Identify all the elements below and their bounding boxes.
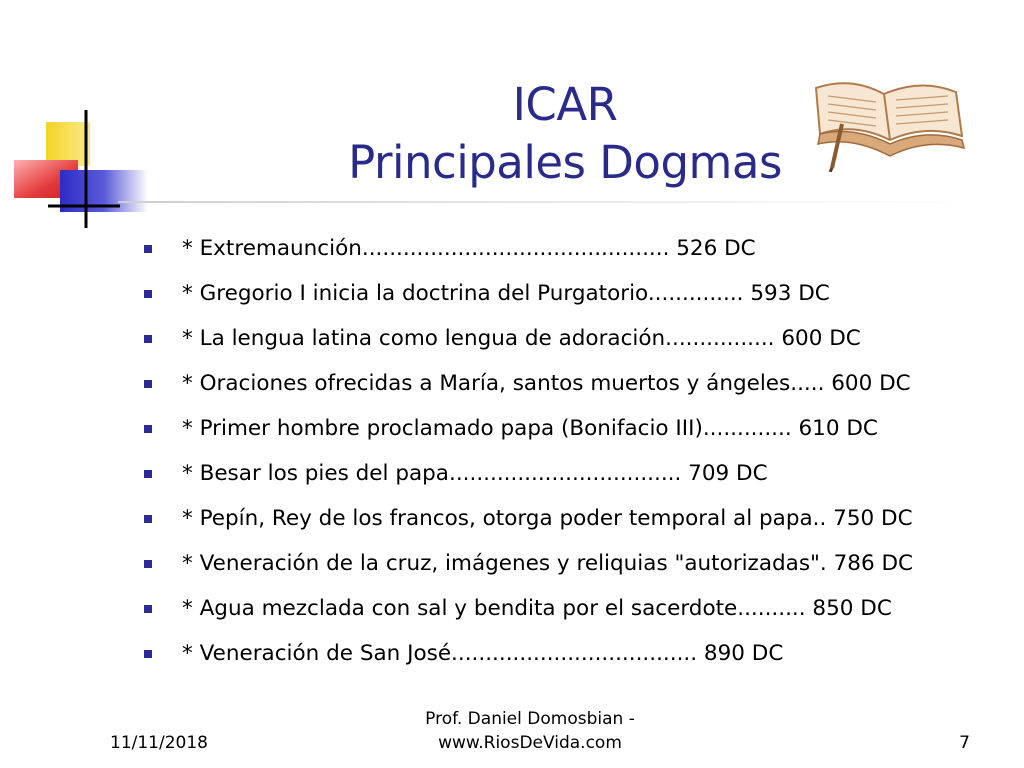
- list-item: [140, 635, 1000, 680]
- bullet-icon: [144, 245, 152, 253]
- list-item-text: * Agua mezclada con sal y bendita por el sacerdote.......... 850 DC: [182, 596, 892, 621]
- list-item: [140, 275, 1000, 320]
- page-number: 7: [959, 733, 970, 753]
- list-item: [140, 455, 1000, 500]
- bullet-icon: [144, 560, 152, 568]
- title-divider: [118, 201, 978, 203]
- list-item-text: * Veneración de San José.................................... 890 DC: [182, 641, 784, 666]
- footer-date: 11/11/2018: [110, 733, 208, 753]
- footer-author: [380, 707, 680, 755]
- list-item: [140, 320, 1000, 365]
- bullet-icon: [144, 515, 152, 523]
- list-item-text: * Extremaunción............................................. 526 DC: [182, 236, 756, 261]
- list-item-text: * Pepín, Rey de los francos, otorga poder temporal al papa.. 750 DC: [182, 506, 913, 531]
- list-item: [140, 590, 1000, 635]
- color-squares-decoration: [0, 100, 150, 240]
- page-title: [240, 76, 890, 192]
- list-item-text: * Besar los pies del papa.................................. 709 DC: [182, 461, 768, 486]
- list-item-text: * Gregorio I inicia la doctrina del Purgatorio.............. 593 DC: [182, 281, 830, 306]
- list-item-text: * Veneración de la cruz, imágenes y reliquias "autorizadas". 786 DC: [182, 551, 914, 576]
- list-item: [140, 500, 1000, 545]
- bullet-icon: [144, 650, 152, 658]
- bullet-icon: [144, 290, 152, 298]
- list-item-text: * La lengua latina como lengua de adoración................ 600 DC: [182, 326, 861, 351]
- list-item: [140, 545, 1000, 590]
- footer-author-line-2: www.RiosDeVida.com: [438, 733, 622, 753]
- list-item: [140, 230, 1000, 275]
- list-item-text: * Primer hombre proclamado papa (Bonifacio III)............. 610 DC: [182, 416, 878, 441]
- list-item: [140, 410, 1000, 455]
- footer-author-line-1: Prof. Daniel Domosbian -: [425, 709, 635, 729]
- bullet-icon: [144, 470, 152, 478]
- bullet-icon: [144, 335, 152, 343]
- bullet-icon: [144, 380, 152, 388]
- title-line-2: Principales Dogmas: [348, 136, 782, 189]
- list-item-text: * Oraciones ofrecidas a María, santos muertos y ángeles..... 600 DC: [182, 371, 911, 396]
- bullet-icon: [144, 605, 152, 613]
- dogma-list: [140, 230, 1000, 680]
- list-item: [140, 365, 1000, 410]
- bullet-icon: [144, 425, 152, 433]
- title-line-1: ICAR: [512, 78, 618, 131]
